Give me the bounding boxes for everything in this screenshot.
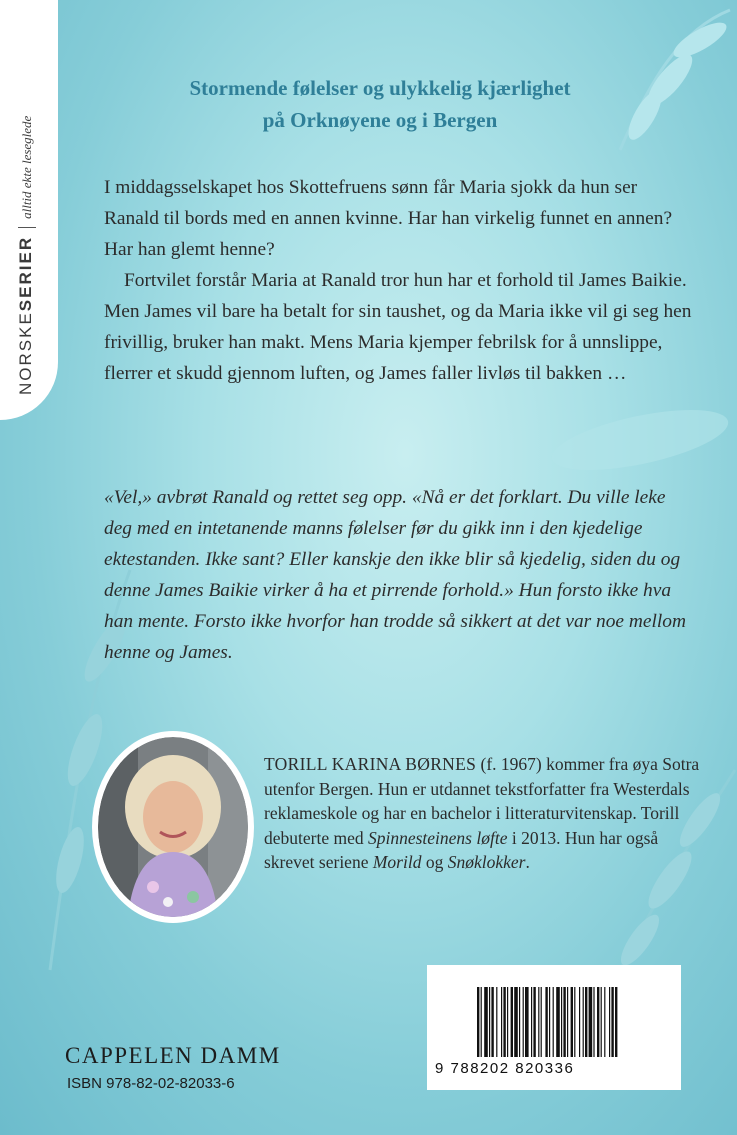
author-series-1: Morild <box>372 852 422 872</box>
series-divider <box>18 227 36 228</box>
barcode-bar <box>477 987 479 1057</box>
barcode-bar <box>519 987 520 1057</box>
barcode-bar <box>511 987 513 1057</box>
barcode <box>427 965 681 1090</box>
barcode-bar <box>503 987 505 1057</box>
barcode-bars <box>427 965 681 1060</box>
barcode-bar <box>589 987 593 1057</box>
barcode-bar <box>583 987 584 1057</box>
author-bio-text-1: (f. 1967) kommer fra øya Sotra utenfor Bergen. Hun er utdannet tekstforfatter fra Westerdals reklameskole og har en bachelor i litteraturvitenskap. Torill debuterte med <box>264 754 700 848</box>
barcode-bar <box>609 987 610 1057</box>
barcode-bar <box>611 987 613 1057</box>
barcode-bar <box>571 987 573 1057</box>
author-name: TORILL KARINA BØRNES <box>264 754 477 774</box>
blurb-paragraph-1: I middagsselskapet hos Skottefruens sønn får Maria sjokk da hun ser Ranald til bords med en annen kvinne. Har han virkelig funnet en annen? Har han glemt henne? <box>104 177 673 260</box>
publisher-logo: CAPPELEN DAMM <box>65 1043 281 1068</box>
headline <box>100 72 660 136</box>
barcode-bar <box>484 987 488 1057</box>
barcode-bar <box>507 987 508 1057</box>
author-bio-text-4: . <box>525 852 530 872</box>
author-book-title: Spinnesteinens løfte <box>367 827 508 848</box>
barcode-bar <box>538 987 539 1057</box>
author-series-2: Snøklokker <box>447 852 526 872</box>
barcode-bar <box>574 987 575 1057</box>
barcode-bar <box>561 987 562 1057</box>
barcode-bar <box>489 987 490 1057</box>
barcode-bar <box>593 987 594 1057</box>
blurb <box>104 172 694 389</box>
author-bio-text-3: og <box>421 852 448 872</box>
barcode-bar <box>531 987 532 1057</box>
barcode-bar <box>553 987 554 1057</box>
barcode-bar <box>601 987 602 1057</box>
barcode-bar <box>563 987 565 1057</box>
barcode-bar <box>523 987 524 1057</box>
series-label <box>16 116 36 395</box>
blurb-paragraph-2: Fortvilet forstår Maria at Ranald tror hun har et forhold til James Baikie. Men James vil bare ha betalt for sin taushet, og da Maria ikke vil gi seg hen frivillig, bruker han makt. Mens Maria kjemper febrilsk for å unnslippe, flerrer et skudd gjennom luften, og James faller livløs til bakken … <box>104 270 692 384</box>
series-name-bold: SERIER <box>16 235 35 312</box>
series-tagline: alltid ekte leseglede <box>19 115 34 219</box>
barcode-bar <box>491 987 493 1057</box>
author-photo <box>98 737 248 917</box>
series-name-regular: NORSKE <box>16 311 35 395</box>
barcode-bar <box>514 987 518 1057</box>
headline-line-2: på Orknøyene og i Bergen <box>262 108 498 132</box>
series-label-panel <box>0 0 58 420</box>
barcode-bar <box>567 987 568 1057</box>
author-bio <box>264 752 704 875</box>
barcode-bar <box>525 987 529 1057</box>
barcode-bar <box>545 987 547 1057</box>
author-bio-text-2: i 2013. Hun har også skrevet seriene <box>264 827 659 872</box>
barcode-digits: 9 788202 820336 <box>435 1060 575 1077</box>
headline-line-1: Stormende følelser og ulykkelig kjærlighet <box>189 76 571 100</box>
barcode-bar <box>615 987 617 1057</box>
barcode-bar <box>556 987 560 1057</box>
excerpt-quote: «Vel,» avbrøt Ranald og rettet seg opp. «Nå er det forklart. Du ville leke deg med en intetanende manns følelser før du gikk inn i den kjedelige ektestanden. Ikke sant? Eller kanskje den ikke blir så kjedelig, siden du og denne James Baikie virker å ha et pirrende forhold.» Hun forsto ikke hva han mente. Forsto ikke hvorfor han trodde så sikkert at det var noe mellom henne og James. <box>104 487 686 663</box>
barcode-bar <box>549 987 550 1057</box>
barcode-bar <box>597 987 599 1057</box>
barcode-bar <box>585 987 587 1057</box>
barcode-bar <box>579 987 580 1057</box>
barcode-bar <box>604 987 605 1057</box>
isbn: ISBN 978-82-02-82033-6 <box>67 1075 235 1092</box>
barcode-bar <box>533 987 535 1057</box>
barcode-bar <box>541 987 542 1057</box>
barcode-bar <box>501 987 502 1057</box>
barcode-bar <box>481 987 482 1057</box>
barcode-bar <box>496 987 497 1057</box>
